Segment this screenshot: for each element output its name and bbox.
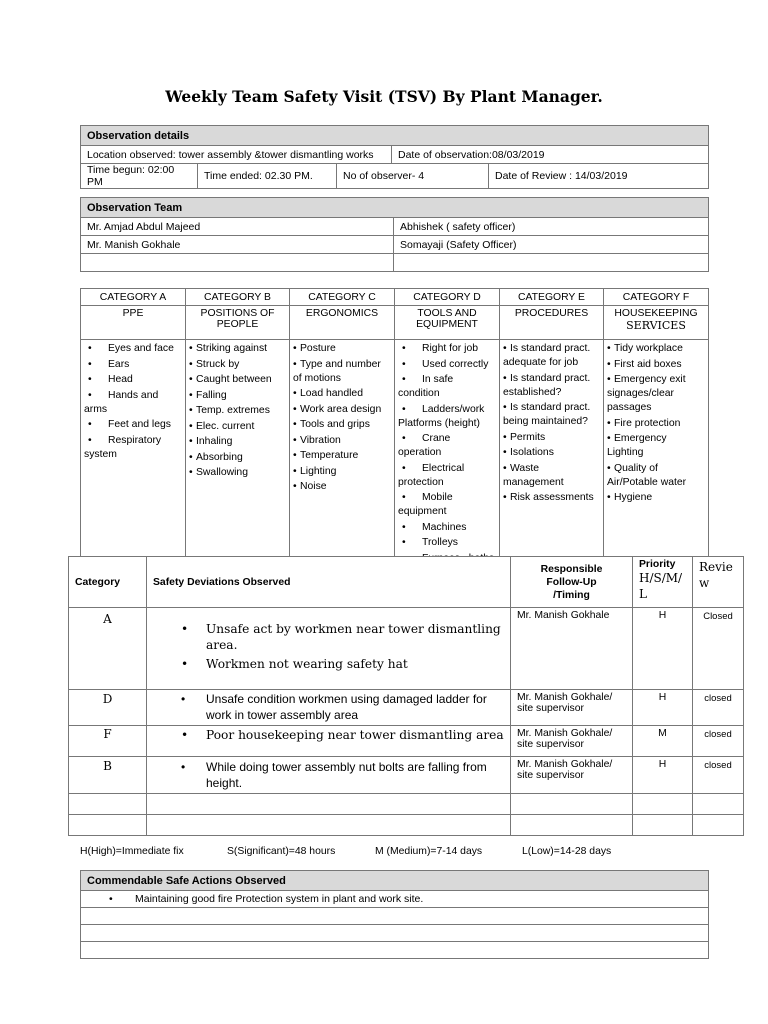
category-d-list: [395, 340, 500, 568]
bullet-icon: •: [189, 405, 193, 416]
category-item: [189, 389, 286, 403]
bullet-icon: •: [88, 343, 92, 354]
category-d-heading: CATEGORY D: [395, 289, 500, 306]
bullet-icon: •: [402, 537, 406, 548]
observation-team-table: [80, 197, 709, 272]
category-f-subtitle: [604, 306, 709, 340]
bullet-icon: •: [293, 388, 297, 399]
category-item: [607, 373, 705, 415]
priority-column-header: [633, 557, 693, 608]
category-item-text: Head: [108, 374, 133, 385]
category-item: [607, 417, 705, 431]
empty-row: [81, 925, 709, 942]
time-begun: Time begun: 02:00 PM: [81, 164, 198, 189]
category-item-text: Striking against: [196, 343, 268, 354]
bullet-icon: •: [402, 343, 406, 354]
bullet-icon: •: [88, 358, 92, 370]
bullet-icon: •: [607, 358, 611, 370]
responsible-column-header: Responsible Follow-Up /Timing: [511, 557, 633, 608]
category-item: [607, 342, 705, 356]
page-title: Weekly Team Safety Visit (TSV) By Plant Manager.: [165, 87, 603, 106]
category-item-text: Quality of Air/Potable water: [607, 462, 687, 488]
category-item: [293, 358, 391, 386]
category-item-text: Feet and legs: [108, 419, 171, 430]
category-c-heading: CATEGORY C: [290, 289, 395, 306]
category-item-text: Hygiene: [614, 492, 653, 503]
category-item: [189, 404, 286, 418]
category-item: [189, 358, 286, 372]
category-item: [189, 435, 286, 449]
category-b-list: [186, 340, 290, 568]
bullet-icon: •: [189, 467, 193, 478]
category-item: [607, 491, 705, 505]
category-item-text: Tools and grips: [300, 419, 370, 430]
category-item: [293, 342, 391, 356]
deviation-review: Closed: [693, 608, 744, 690]
category-item: [503, 401, 600, 429]
category-e-heading: CATEGORY E: [500, 289, 604, 306]
bullet-icon: •: [503, 343, 507, 354]
category-a-heading: CATEGORY A: [81, 289, 186, 306]
category-e-subtitle: PROCEDURES: [500, 306, 604, 340]
deviation-items: [147, 757, 511, 794]
deviation-category: A: [69, 608, 147, 690]
deviation-responsible: Mr. Manish Gokhale/ site supervisor: [511, 757, 633, 794]
commendable-actions-header: Commendable Safe Actions Observed: [81, 871, 709, 891]
deviation-responsible: Mr. Manish Gokhale: [511, 608, 633, 690]
priority-label: Priority: [639, 559, 676, 570]
bullet-icon: •: [189, 358, 193, 370]
category-item: [189, 373, 286, 387]
category-item-text: Ladders/work Platforms (height): [398, 403, 485, 429]
category-item-text: Swallowing: [196, 467, 248, 478]
bullet-icon: •: [293, 403, 297, 415]
category-item: [84, 358, 182, 372]
category-item: [293, 480, 391, 494]
empty-row: [69, 794, 744, 815]
category-item-text: Posture: [300, 343, 336, 354]
category-item-text: Is standard pract. established?: [503, 372, 591, 398]
category-item: [398, 432, 496, 460]
category-item-text: Machines: [422, 521, 467, 533]
category-item: [503, 491, 600, 505]
category-b-subtitle: POSITIONS OF PEOPLE: [186, 306, 290, 340]
category-item-text: Trolleys: [422, 537, 458, 548]
bullet-icon: •: [293, 450, 297, 461]
bullet-icon: •: [189, 374, 193, 385]
bullet-icon: •: [607, 374, 611, 385]
bullet-icon: •: [189, 343, 193, 354]
category-item: [503, 342, 600, 370]
bullet-icon: •: [293, 434, 297, 446]
category-c-list: [290, 340, 395, 568]
category-item-text: Ears: [108, 358, 130, 370]
bullet-icon: •: [88, 389, 92, 401]
bullet-icon: •: [503, 492, 507, 503]
category-item: [293, 465, 391, 479]
deviation-review: closed: [693, 690, 744, 726]
category-f-list: [604, 340, 709, 568]
location-observed: Location observed: tower assembly &tower dismantling works: [81, 146, 392, 164]
bullet-icon: •: [402, 521, 406, 533]
deviation-priority: H: [633, 757, 693, 794]
category-item-text: Absorbing: [196, 451, 243, 463]
bullet-icon: •: [503, 431, 507, 443]
empty-row: [69, 815, 744, 836]
category-item-text: Type and number of motions: [293, 358, 381, 384]
category-item-text: Crane operation: [398, 433, 451, 458]
date-of-review: Date of Review : 14/03/2019: [489, 164, 709, 189]
bullet-icon: •: [88, 419, 92, 430]
category-item-text: Waste management: [503, 462, 564, 488]
category-item: [293, 387, 391, 401]
category-item-text: Caught between: [196, 374, 272, 385]
priority-legend-low: L(Low)=14-28 days: [522, 846, 612, 857]
category-item-text: Temp. extremes: [196, 405, 270, 416]
category-item: [293, 418, 391, 432]
deviation-priority: M: [633, 726, 693, 757]
deviation-responsible: Mr. Manish Gokhale/ site supervisor: [511, 726, 633, 757]
category-item-text: In safe condition: [398, 374, 454, 399]
category-item: [189, 451, 286, 465]
bullet-icon: •: [293, 419, 297, 430]
date-of-observation: Date of observation:08/03/2019: [392, 146, 709, 164]
bullet-icon: •: [607, 343, 611, 354]
category-item-text: Eyes and face: [108, 343, 174, 354]
category-e-list: [500, 340, 604, 568]
bullet-icon: •: [503, 402, 507, 413]
bullet-icon: •: [402, 492, 406, 503]
category-item: [398, 403, 496, 431]
category-item-text: Vibration: [300, 434, 341, 446]
bullet-icon: •: [503, 462, 507, 474]
category-item-text: Is standard pract. adequate for job: [503, 343, 591, 368]
commendable-actions-table: [80, 870, 709, 959]
bullet-icon: •: [293, 481, 297, 492]
category-item: [503, 446, 600, 460]
team-member: Mr. Amjad Abdul Majeed: [81, 218, 394, 236]
category-item-text: Temperature: [300, 450, 359, 461]
deviation-priority: H: [633, 690, 693, 726]
category-item: [398, 491, 496, 519]
bullet-icon: •: [189, 420, 193, 432]
team-member: Mr. Manish Gokhale: [81, 236, 394, 254]
category-a-subtitle: PPE: [81, 306, 186, 340]
deviation-items: [147, 690, 511, 726]
category-item: [398, 342, 496, 356]
bullet-icon: •: [607, 492, 611, 503]
bullet-icon: •: [293, 343, 297, 354]
category-f-subtitle-line2: SERVICES: [626, 319, 686, 332]
category-item: [84, 389, 182, 417]
category-item: [189, 466, 286, 480]
review-column-header: Review: [693, 557, 744, 608]
bullet-icon: •: [109, 893, 113, 905]
category-item: [189, 420, 286, 434]
category-item: [293, 403, 391, 417]
category-f-subtitle-line1: HOUSEKEEPING: [614, 308, 698, 319]
category-item: [503, 372, 600, 400]
deviation-items: [147, 726, 511, 757]
bullet-icon: •: [88, 434, 92, 446]
team-member: Somayaji (Safety Officer): [394, 236, 709, 254]
deviation-category: F: [69, 726, 147, 757]
deviation-item: • While doing tower assembly nut bolts are falling from height.: [181, 759, 504, 791]
category-item-text: Mobile equipment: [398, 492, 453, 517]
number-of-observers: No of observer- 4: [337, 164, 489, 189]
deviation-priority: H: [633, 608, 693, 690]
category-item-text: Isolations: [510, 447, 554, 458]
priority-legend-high: H(High)=Immediate fix: [80, 846, 184, 857]
category-item: [84, 373, 182, 387]
category-a-list: [81, 340, 186, 568]
category-item: [398, 536, 496, 550]
deviation-review: closed: [693, 757, 744, 794]
bullet-icon: •: [293, 465, 297, 477]
category-item-text: Fire protection: [614, 417, 681, 429]
category-item: [503, 431, 600, 445]
category-item-text: Risk assessments: [510, 492, 594, 503]
deviation-review: closed: [693, 726, 744, 757]
empty-row: [81, 942, 709, 959]
category-item: [84, 434, 182, 462]
observation-details-table: [80, 125, 709, 189]
deviation-responsible: Mr. Manish Gokhale/ site supervisor: [511, 690, 633, 726]
bullet-icon: •: [402, 374, 406, 385]
observation-team-header: Observation Team: [81, 198, 709, 218]
categories-table: [80, 288, 709, 568]
category-item-text: Is standard pract. being maintained?: [503, 402, 591, 427]
priority-legend-significant: S(Significant)=48 hours: [227, 846, 336, 857]
bullet-icon: •: [189, 436, 193, 447]
bullet-icon: •: [607, 433, 611, 444]
deviation-items: [147, 608, 511, 690]
category-item: [398, 373, 496, 401]
empty-row: [81, 908, 709, 925]
bullet-icon: •: [503, 372, 507, 384]
deviation-item: • Unsafe act by workmen near tower dismantling area.: [181, 621, 504, 653]
category-item-text: Used correctly: [422, 358, 489, 370]
category-item-text: Work area design: [300, 403, 382, 415]
bullet-icon: •: [402, 358, 406, 370]
bullet-icon: •: [189, 451, 193, 463]
category-item-text: Electrical protection: [398, 462, 465, 488]
category-item-text: Falling: [196, 389, 227, 401]
team-member: [81, 254, 394, 272]
category-item-text: Right for job: [422, 343, 479, 354]
bullet-icon: •: [88, 374, 92, 385]
category-item: [293, 449, 391, 463]
deviation-item: • Poor housekeeping near tower dismantling area: [181, 727, 504, 743]
bullet-icon: •: [503, 447, 507, 458]
commendable-action: [81, 891, 709, 908]
priority-legend-medium: M (Medium)=7-14 days: [375, 846, 483, 857]
bullet-icon: •: [189, 389, 193, 401]
category-b-heading: CATEGORY B: [186, 289, 290, 306]
category-c-subtitle: ERGONOMICS: [290, 306, 395, 340]
category-item-text: Struck by: [196, 358, 240, 370]
category-item: [607, 462, 705, 490]
bullet-icon: •: [293, 358, 297, 370]
category-item-text: Emergency Lighting: [607, 433, 667, 458]
bullet-icon: •: [402, 433, 406, 444]
category-item: [398, 462, 496, 490]
category-item-text: Respiratory system: [84, 434, 162, 460]
category-item-text: Lighting: [300, 465, 337, 477]
bullet-icon: •: [607, 462, 611, 474]
deviations-table: [68, 556, 744, 836]
category-item-text: Hands and arms: [84, 389, 159, 415]
category-item-text: Elec. current: [196, 420, 255, 432]
priority-codes: H/S/M/L: [639, 571, 683, 601]
deviations-column-header: Safety Deviations Observed: [147, 557, 511, 608]
category-item: [84, 418, 182, 432]
category-d-subtitle: TOOLS AND EQUIPMENT: [395, 306, 500, 340]
category-item: [293, 434, 391, 448]
observation-details-header: Observation details: [81, 126, 709, 146]
category-item-text: Permits: [510, 431, 546, 443]
category-item-text: Noise: [300, 481, 327, 492]
time-ended: Time ended: 02.30 PM.: [198, 164, 337, 189]
category-item-text: Tidy workplace: [614, 343, 683, 354]
bullet-icon: •: [402, 403, 406, 415]
deviation-item: • Workmen not wearing safety hat: [181, 656, 504, 672]
bullet-icon: •: [402, 462, 406, 474]
team-member: [394, 254, 709, 272]
category-item-text: Load handled: [300, 388, 363, 399]
category-item: [607, 358, 705, 372]
category-item: [503, 462, 600, 490]
category-item: [607, 432, 705, 460]
category-item: [398, 521, 496, 535]
category-item-text: Emergency exit signages/clear passages: [607, 374, 686, 413]
commendable-action-text: Maintaining good fire Protection system in plant and work site.: [135, 893, 424, 905]
category-item: [189, 342, 286, 356]
deviation-category: D: [69, 690, 147, 726]
team-member: Abhishek ( safety officer): [394, 218, 709, 236]
deviation-category: B: [69, 757, 147, 794]
category-f-heading: CATEGORY F: [604, 289, 709, 306]
bullet-icon: •: [607, 417, 611, 429]
category-item: [84, 342, 182, 356]
category-item: [398, 358, 496, 372]
category-item-text: Inhaling: [196, 436, 233, 447]
category-column-header: Category: [69, 557, 147, 608]
category-item-text: First aid boxes: [614, 358, 682, 370]
deviation-item: • Unsafe condition workmen using damaged ladder for work in tower assembly area: [181, 691, 504, 723]
